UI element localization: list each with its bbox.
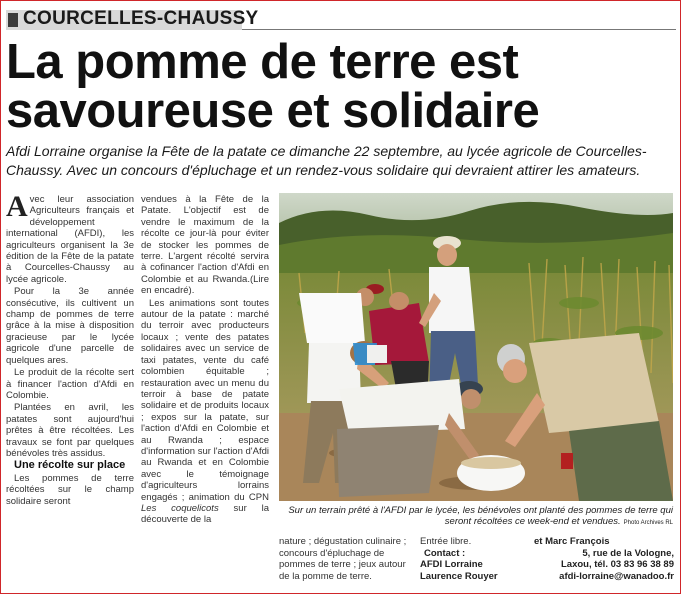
section-rubric: COURCELLES-CHAUSSY <box>23 8 259 29</box>
contact-city-phone: Laxou, tél. 03 83 96 38 89 <box>560 559 674 570</box>
paragraph: Le produit de la récolte sert à financer l'action d'Afdi en Colombie. <box>6 367 134 401</box>
article-column-2 <box>141 194 269 527</box>
italic-name: Les coquelicots <box>141 502 219 514</box>
contact-org: AFDI Lorraine <box>420 559 483 570</box>
contact-email[interactable]: afdi-lorraine@wanadoo.fr <box>559 570 674 582</box>
standfirst: Afdi Lorraine organise la Fête de la patate ce dimanche 22 septembre, au lycée agricole de Courcelles-Chaussy. Avec un concours d'épluchage et un rendez-vous solidaire qui devraient attirer les amateurs. <box>6 143 647 178</box>
paragraph: vendues à la Fête de la Patate. L'objectif est de vendre le maximum de la récolte ce jour-là pour éviter de stocker les pommes de terre. L'argent récolté servira à cofinancer l'action d'Afdi en Colombie et au Rwanda.(Lire en encadré). <box>141 194 269 297</box>
rubric-rule <box>242 29 676 30</box>
contact-name: Laurence Rouyer <box>420 570 498 582</box>
paragraph: Les pommes de terre récoltées sur le champ solidaire seront <box>6 472 134 507</box>
bottom-column-1: nature ; dégustation culinaire ; concours d'épluchage de pommes de terre ; jeux autour de la pomme de terre. <box>279 536 407 582</box>
drop-cap: A <box>6 190 28 223</box>
headline-line-1: La pomme de terre est <box>6 35 519 89</box>
article-photo <box>279 193 673 501</box>
paragraph: Avec leur association Agriculteurs français et développement international (AFDI), les agriculteurs organisent la 3e édition de la Fête de la patate à Courcelles-Chaussy au lycée agricole. <box>6 190 134 285</box>
headline-line-2: savoureuse et solidaire <box>6 84 540 138</box>
paragraph: Plantées en avril, les patates sont aujourd'hui prêtes à être récoltées. Les travaux se font par quelques bénévoles très assidus. <box>6 402 134 459</box>
article-column-1 <box>6 190 134 508</box>
contact-label: Contact : <box>424 547 466 559</box>
entry-info: Entrée libre. <box>420 536 472 547</box>
subheading: Une récolte sur place <box>14 459 126 472</box>
photo-caption: Sur un terrain prêté à l'AFDI par le lycée, les bénévoles ont planté des pommes de terre qui seront récoltées ce week-end et vendues. Photo Archives RL <box>288 505 673 527</box>
rubric-marker <box>8 13 18 27</box>
bottom-column-2 <box>420 536 530 582</box>
paragraph: Les animations sont toutes autour de la patate : marché du terroir avec producteurs locaux ; vente des patates solidaires avec un service de taxi patates, vente du café colombien équitable ; restauration avec un menu du terroir à base de patate solidaire et de produits locaux ; expos sur la patate, sur l'action d'Afdi en Colombie et au Rwanda ; espace d'information sur l'action d'Afdi au Rwanda et en Colombie avec le témoignage d'agriculteurs lorrains engagés ; animation du CPN Les coquelicots sur la découverte de la <box>141 297 270 526</box>
bottom-column-3 <box>534 536 674 582</box>
contact-second-name: et Marc François <box>534 536 610 547</box>
contact-address: 5, rue de la Vologne, <box>582 547 674 559</box>
photo-credit: Photo Archives RL <box>623 520 673 526</box>
headline <box>6 35 676 138</box>
paragraph: Pour la 3e année consécutive, ils cultivent un champ de pommes de terre grâce à la mise à disposition gracieuse par le lycée agricole d'une parcelle de quelques ares. <box>6 286 134 366</box>
